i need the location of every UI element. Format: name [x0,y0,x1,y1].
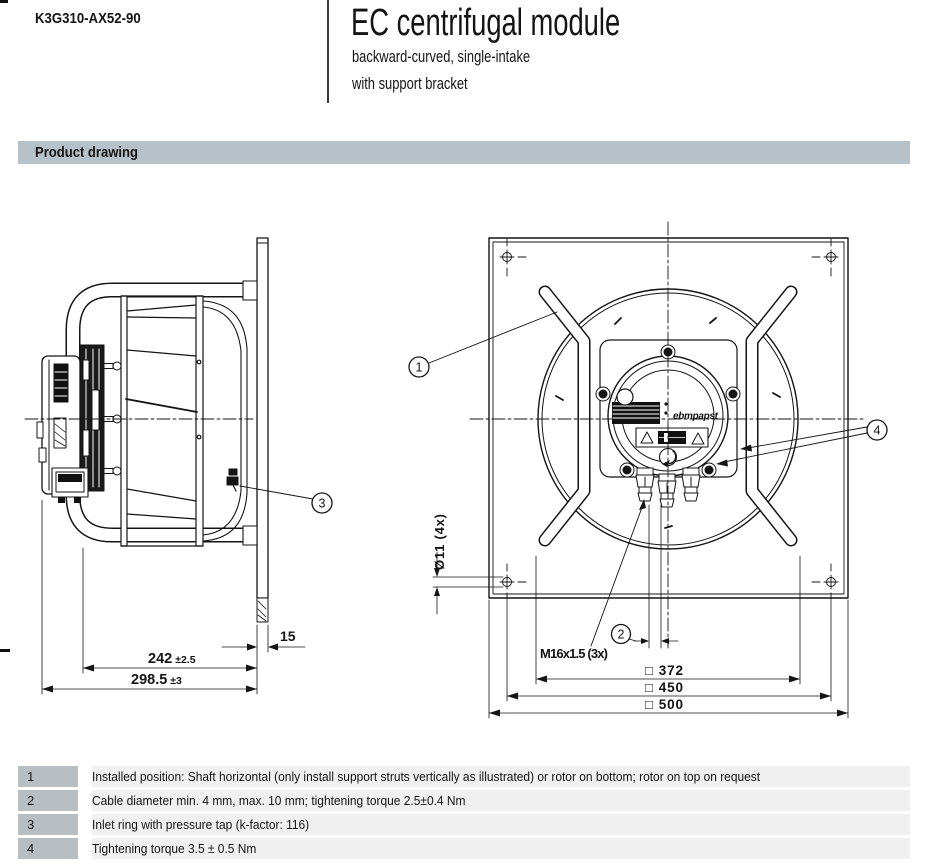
callout-3 [240,486,332,513]
part-number: K3G310-AX52-90 [35,10,141,27]
pressure-tap [227,469,238,491]
dim-15: 15 [280,628,296,644]
dim-298-5: 298.5 ±3 [131,672,182,688]
section-title: Product drawing [35,144,138,161]
heatsink [612,402,660,424]
note-number: 2 [18,790,78,811]
page-subtitle-2: with support bracket [352,74,468,93]
wall-plate-side [257,238,268,622]
svg-text:3: 3 [318,496,326,511]
front-view [409,222,887,718]
svg-text:1: 1 [415,360,423,375]
dim-500: □ 500 [645,697,683,712]
svg-text:2: 2 [617,627,625,642]
note-text: Inlet ring with pressure tap (k-factor: 116) [92,814,910,835]
side-view [25,238,332,694]
brand-logo: ebmpapst [673,411,718,422]
dim-242: 242 ±2.5 [148,651,196,667]
dim-450: □ 450 [645,680,683,695]
notes-table [18,766,910,859]
dim-372: □ 372 [645,663,683,678]
capacitor [617,389,633,405]
inlet-ring-side [203,301,247,541]
table-row [18,814,910,835]
svg-text:M16x1.5 (3x): M16x1.5 (3x) [540,646,608,661]
note-number: 4 [18,838,78,859]
note-number: 3 [18,814,78,835]
table-row [18,838,910,859]
table-row [18,766,910,787]
note-text: Cable diameter min. 4 mm, max. 10 mm; tightening torque 2.5±0.4 Nm [92,790,910,811]
page-title: EC centrifugal module [351,2,621,44]
page-subtitle-1: backward-curved, single-intake [352,47,531,66]
impeller-side [121,296,203,546]
svg-text:Ø11 (4x): Ø11 (4x) [432,514,447,570]
electronics-box-side [37,356,88,503]
table-row [18,790,910,811]
flange-bolts-side [104,362,121,475]
note-number: 1 [18,766,78,787]
note-text: Installed position: Shaft horizontal (only install support struts vertically as illustrated) or rotor on bottom; rotor on top on request [92,766,910,787]
rating-label [636,428,708,447]
note-text: Tightening torque 3.5 ± 0.5 Nm [92,838,910,859]
svg-text:4: 4 [873,423,881,438]
